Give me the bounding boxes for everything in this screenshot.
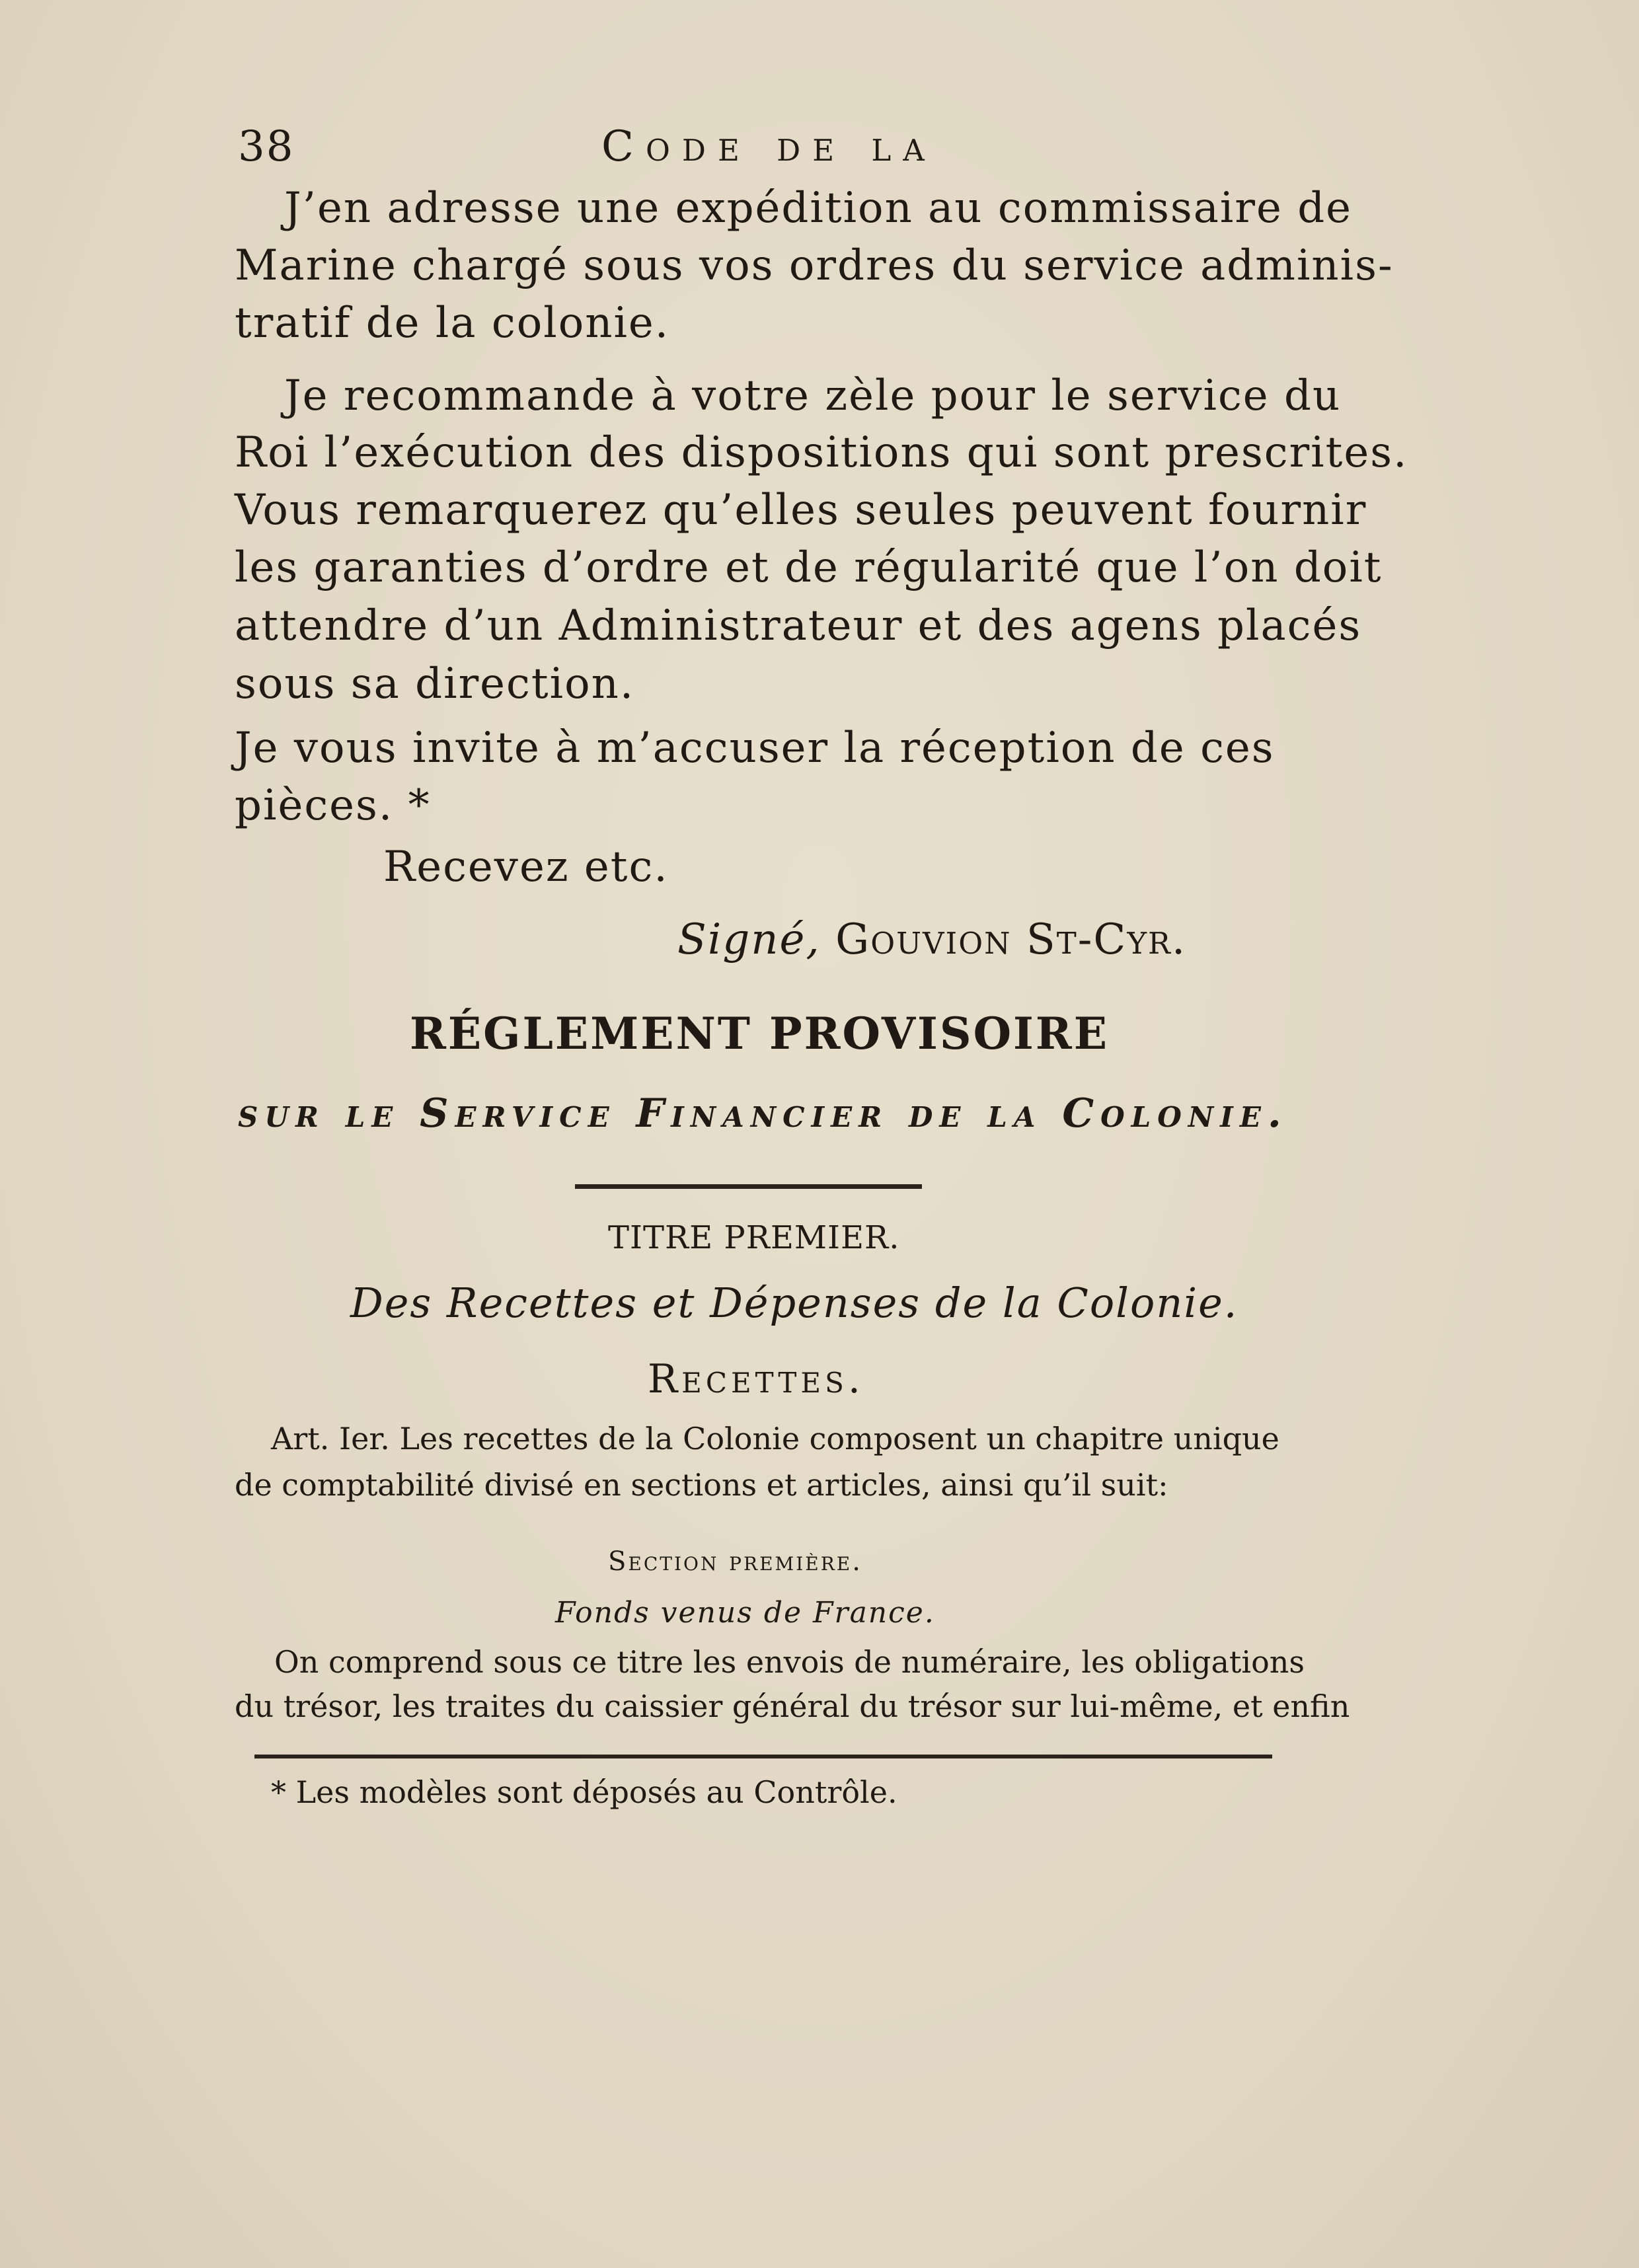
letter-line: sous sa direction. xyxy=(235,660,635,708)
signature: Gouvion St-Cyr. xyxy=(835,915,1187,964)
titre-subtitle: Des Recettes et Dépenses de la Colonie. xyxy=(350,1279,1239,1327)
running-title: Code de la xyxy=(601,122,936,171)
letter-line: attendre d’un Administrateur et des agens placés xyxy=(235,601,1362,650)
reglement-title: RÉGLEMENT PROVISOIRE xyxy=(410,1008,1110,1059)
letter-line: tratif de la colonie. xyxy=(235,299,670,348)
letter-line: Marine chargé sous vos ordres du service adminis- xyxy=(235,241,1394,290)
article-line: de comptabilité divisé en sections et articles, ainsi qu’il suit: xyxy=(235,1467,1168,1503)
letter-line: Roi l’exécution des dispositions qui sont prescrites. xyxy=(235,428,1408,477)
recettes-heading: Recettes. xyxy=(648,1356,864,1402)
letter-line: J’en adresse une expédition au commissaire de xyxy=(284,184,1353,233)
signature-block xyxy=(677,915,1186,964)
article-line: Art. Ier. Les recettes de la Colonie composent un chapitre unique xyxy=(271,1421,1279,1456)
letter-closing: Recevez etc. xyxy=(383,843,669,891)
letter-line: Je vous invite à m’accuser la réception de ces xyxy=(235,724,1275,773)
page-number: 38 xyxy=(238,122,295,171)
section-divider xyxy=(575,1184,922,1189)
footnote-divider xyxy=(254,1755,1272,1758)
section-line: du trésor, les traites du caissier général du trésor sur lui-même, et enfin xyxy=(235,1688,1350,1724)
titre-heading: TITRE PREMIER. xyxy=(608,1219,900,1256)
section-line: On comprend sous ce titre les envois de numéraire, les obligations xyxy=(274,1644,1305,1680)
footnote: * Les modèles sont déposés au Contrôle. xyxy=(271,1774,897,1810)
reglement-subtitle: sur le Service Financier de la Colonie. xyxy=(238,1090,1288,1137)
letter-line: Vous remarquerez qu’elles seules peuvent fournir xyxy=(235,486,1367,535)
letter-line: les garanties d’ordre et de régularité que l’on doit xyxy=(235,543,1383,592)
section-heading: Section première. xyxy=(608,1546,862,1577)
letter-line: Je recommande à votre zèle pour le service du xyxy=(284,371,1342,420)
letter-line: pièces. * xyxy=(235,781,431,830)
signed-label: Signé, xyxy=(677,915,821,964)
section-subheading: Fonds venus de France. xyxy=(555,1596,935,1630)
